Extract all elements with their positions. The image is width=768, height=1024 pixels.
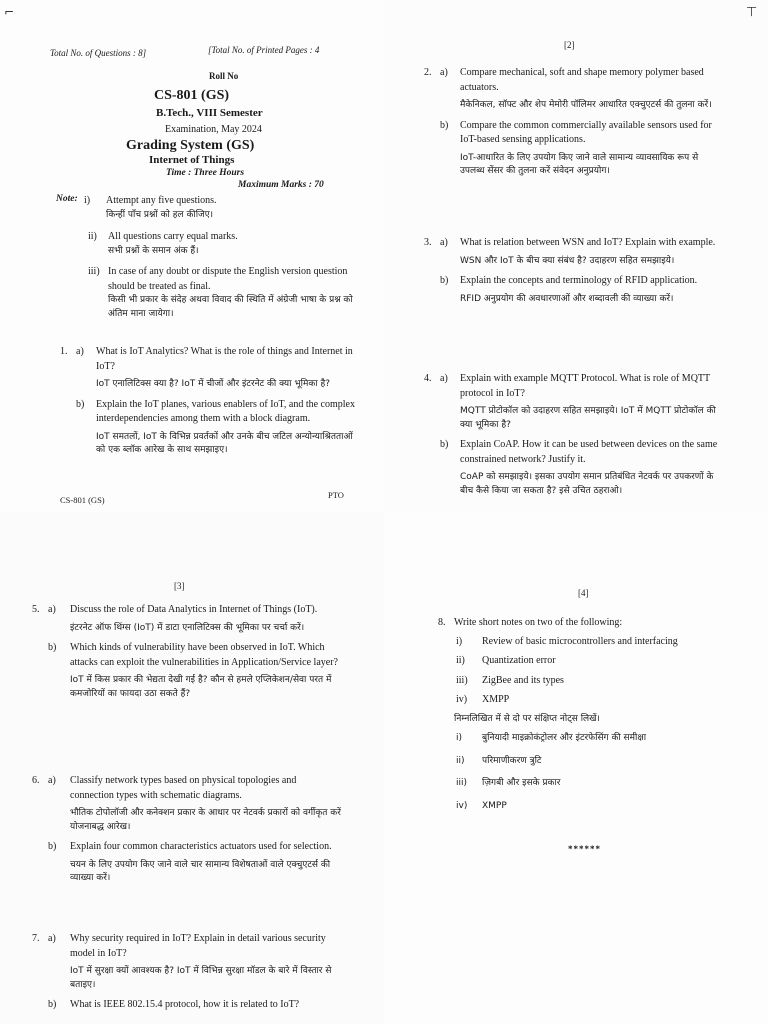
part-label: a) xyxy=(440,373,448,384)
part-a-hi: मैकेनिकल, सॉफ्ट और शेप मेमोरी पॉलिमर आधारित एक्चुएटर्स की तुलना करें। xyxy=(460,100,712,110)
question-number: 7. xyxy=(32,933,40,944)
part-label: a) xyxy=(48,933,56,944)
footer-code: CS-801 (GS) xyxy=(60,495,105,505)
part-label: b) xyxy=(440,439,449,450)
part-label: b) xyxy=(440,275,449,286)
item-num: i) xyxy=(456,733,463,743)
q8-items-en xyxy=(456,635,748,708)
part-b-hi: IoT में किस प्रकार की भेद्यता देखी गई है? कौन से हमले एप्लिकेशन/सेवा परत में कमजोरियों का फायदा उठा सकते हैं? xyxy=(70,675,332,699)
part-b-en: Explain four common characteristics actuators used for selection. xyxy=(70,841,332,852)
part-a-en: What is IoT Analytics? What is the role of things and Internet in IoT? xyxy=(96,346,353,372)
note-hi: किन्हीं पाँच प्रश्नों को हल कीजिए। xyxy=(106,209,214,220)
note-iii xyxy=(88,265,356,321)
grading-system: Grading System (GS) xyxy=(126,138,255,153)
q8-item xyxy=(456,755,748,769)
q8-prompt-hi: निम्नलिखित में से दो पर संक्षिप्त नोट्स लिखें। xyxy=(454,713,600,724)
part-a-hi: MQTT प्रोटोकॉल को उदाहरण सहित समझाइये। IoT में MQTT प्रोटोकॉल की क्या भूमिका है? xyxy=(460,406,716,430)
note-hi: सभी प्रश्नों के समान अंक हैं। xyxy=(108,245,199,256)
part-b-hi: चयन के लिए उपयोग किए जाने वाले चार सामान्य विशेषताओं वाले एक्चुएटर्स की व्याख्या करें। xyxy=(70,859,331,883)
part-label: a) xyxy=(76,346,84,357)
note-en: All questions carry equal marks. xyxy=(108,231,238,242)
item-num: iii) xyxy=(456,778,468,788)
part-b-en: What is IEEE 802.15.4 protocol, how it is related to IoT? xyxy=(70,999,300,1010)
item-text: XMPP xyxy=(482,800,507,811)
footer-pto: PTO xyxy=(328,490,344,500)
item-text: ZigBee and its types xyxy=(482,674,564,686)
note-hi: किसी भी प्रकार के संदेह अथवा विवाद की स्थिति में अंग्रेजी भाषा के प्रश्न को अंतिम माना जायेगा। xyxy=(108,295,353,319)
item-num: ii) xyxy=(456,755,465,766)
q8-item xyxy=(456,693,748,708)
total-questions: Total No. of Questions : 8] xyxy=(50,48,147,58)
note-label: Note: xyxy=(56,194,78,204)
page-3 xyxy=(0,512,384,1024)
part-b-hi: RFID अनुप्रयोग की अवधारणाओं और शब्दावली की व्याख्या करें। xyxy=(460,293,674,304)
part-b-en: Explain the concepts and terminology of RFID application. xyxy=(460,275,698,286)
part-a-en: What is relation between WSN and IoT? Explain with example. xyxy=(460,237,716,248)
note-num: i) xyxy=(84,195,91,206)
page-1 xyxy=(0,0,384,512)
note-i xyxy=(84,194,354,222)
q8-item xyxy=(456,635,748,650)
q8-item xyxy=(456,674,748,689)
part-label: b) xyxy=(48,642,57,653)
question-number: 2. xyxy=(424,67,432,78)
course-code: CS-801 (GS) xyxy=(154,88,230,103)
item-text: Review of basic microcontrollers and interfacing xyxy=(482,635,678,647)
part-b-hi: IoT-आधारित के लिए उपयोग किए जाने वाले सामान्य व्यावसायिक रूप से उपलब्ध सेंसर की तुलना करें संवेदन अनुप्रयोग। xyxy=(460,152,699,176)
scan-mark: ⌐ xyxy=(4,5,15,19)
item-num: iv) xyxy=(456,694,468,705)
page-number: [4] xyxy=(578,588,589,598)
part-a-hi: WSN और IoT के बीच क्या संबंध है? उदाहरण सहित समझाइये। xyxy=(460,255,675,266)
part-label: b) xyxy=(76,398,85,410)
part-a-hi: भौतिक टोपोलॉजी और कनेक्शन प्रकार के आधार पर नेटवर्क प्रकारों को वर्गीकृत करें योजनाबद्ध आरेख। xyxy=(70,808,341,832)
question-number: 1. xyxy=(60,346,68,357)
note-en: Attempt any five questions. xyxy=(106,195,217,206)
part-a-en: Why security required in IoT? Explain in detail various security model in IoT? xyxy=(70,933,326,959)
note-num: iii) xyxy=(88,266,100,277)
scan-mark: ⊤ xyxy=(746,5,758,20)
question-number: 8. xyxy=(438,617,446,628)
item-num: i) xyxy=(456,635,463,647)
exam-session: Examination, May 2024 xyxy=(165,124,262,135)
part-label: a) xyxy=(48,775,56,786)
part-a-hi: IoT में सुरक्षा क्यों आवश्यक है? IoT में विभिन्न सुरक्षा मॉडल के बारे में विस्तार से बताइए। xyxy=(70,966,332,990)
max-marks: Maximum Marks : 70 xyxy=(238,180,324,190)
part-a-en: Discuss the role of Data Analytics in Internet of Things (IoT). xyxy=(70,604,318,615)
item-num: iii) xyxy=(456,674,468,686)
part-b-hi: CoAP को समझाइये। इसका उपयोग समान प्रतिबंधित नेटवर्क पर उपकरणों के बीच कैसे किया जा सकता है? इसे उचित ठहराओ। xyxy=(460,472,714,496)
part-b-en: Which kinds of vulnerability have been observed in IoT. Which attacks can exploit the vulnerabilities in Application/Service layer? xyxy=(70,642,338,668)
page-number: [2] xyxy=(564,40,575,50)
part-b-hi: IoT समतलों, IoT के विभिन्न प्रवर्तकों और उनके बीच जटिल अन्योन्याश्रितताओं को एक ब्लॉक आरेख के साथ समझाइए। xyxy=(96,431,353,455)
question-number: 6. xyxy=(32,775,40,786)
note-en: In case of any doubt or dispute the English version question should be treated as final. xyxy=(108,266,348,292)
q8-prompt-en: Write short notes on two of the following: xyxy=(454,617,623,628)
part-label: a) xyxy=(440,237,448,248)
q8-item xyxy=(456,800,748,814)
part-a-hi: इंटरनेट ऑफ थिंग्स (IoT) में डाटा एनालिटिक्स की भूमिका पर चर्चा करें। xyxy=(70,622,305,633)
part-a-en: Classify network types based on physical topologies and connection types with schematic diagrams. xyxy=(70,775,297,801)
question-number: 4. xyxy=(424,373,432,384)
end-of-paper-mark: ****** xyxy=(568,844,601,854)
q8-item xyxy=(456,654,748,669)
note-ii xyxy=(88,230,354,258)
item-text: परिमाणीकरण त्रुटि xyxy=(482,755,542,766)
item-text: Quantization error xyxy=(482,655,556,666)
part-label: b) xyxy=(48,999,57,1010)
item-num: iv) xyxy=(456,800,468,811)
question-number: 3. xyxy=(424,237,432,248)
roll-no-label: Roll No xyxy=(209,71,239,81)
q8-item xyxy=(456,777,748,791)
note-num: ii) xyxy=(88,231,97,242)
q8-items-hi xyxy=(456,732,748,813)
total-pages: [Total No. of Printed Pages : 4 xyxy=(208,45,320,55)
part-label: a) xyxy=(48,604,56,615)
part-label: b) xyxy=(48,841,57,852)
item-text: XMPP xyxy=(482,694,510,705)
page-number: [3] xyxy=(174,581,185,591)
semester: B.Tech., VIII Semester xyxy=(156,107,263,119)
part-label: b) xyxy=(440,119,449,131)
page-2 xyxy=(384,0,768,512)
question-number: 5. xyxy=(32,604,40,615)
part-b-en: Compare the common commercially available sensors used for IoT-based sensing applications. xyxy=(460,119,712,145)
item-text: ज़िगबी और इसके प्रकार xyxy=(482,778,561,788)
part-b-en: Explain the IoT planes, various enablers of IoT, and the complex interdependencies among them with a block diagram. xyxy=(96,398,355,424)
subject-title: Internet of Things xyxy=(149,154,235,166)
part-a-en: Explain with example MQTT Protocol. What is role of MQTT protocol in IoT? xyxy=(460,373,710,399)
item-text: बुनियादी माइक्रोकंट्रोलर और इंटरफेसिंग की समीक्षा xyxy=(482,733,647,743)
page-4 xyxy=(384,512,768,1024)
part-b-en: Explain CoAP. How it can be used between devices on the same constrained network? Justify it. xyxy=(460,439,718,465)
part-a-hi: IoT एनालिटिक्स क्या है? IoT में चीजों और इंटरनेट की क्या भूमिका है? xyxy=(96,379,331,389)
question-8 xyxy=(438,616,748,822)
part-a-en: Compare mechanical, soft and shape memory polymer based actuators. xyxy=(460,67,704,93)
item-num: ii) xyxy=(456,655,465,666)
q8-item xyxy=(456,732,748,746)
time-allowed: Time : Three Hours xyxy=(166,168,245,178)
part-label: a) xyxy=(440,67,448,78)
